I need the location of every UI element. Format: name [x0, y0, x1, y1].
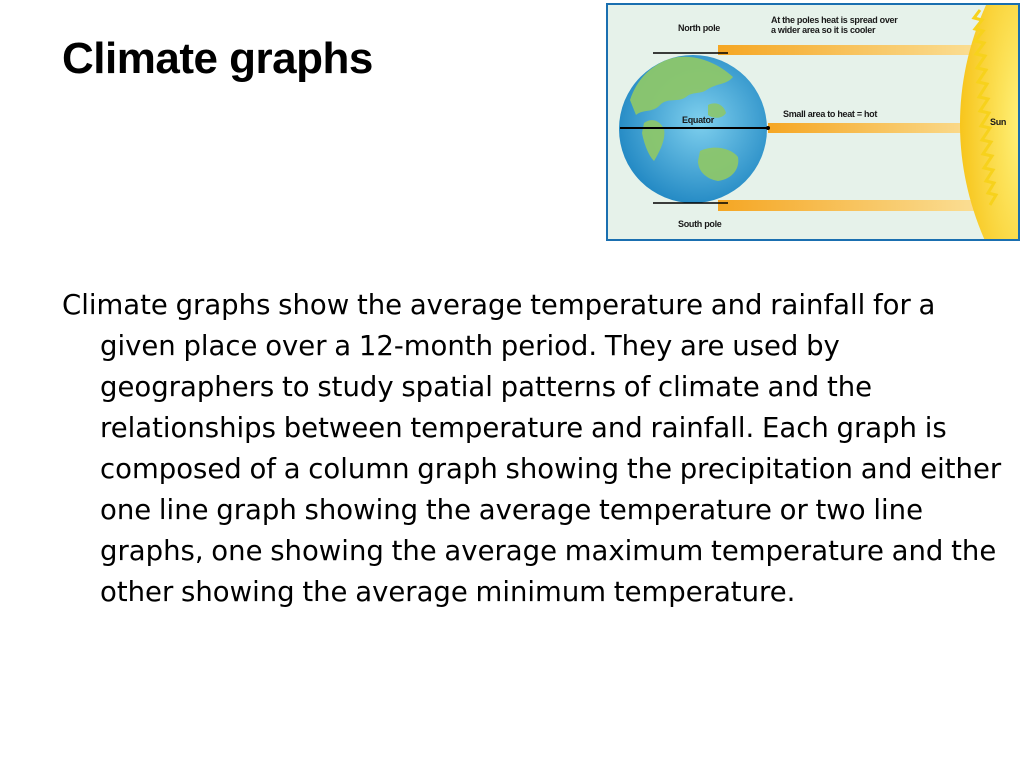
sun-earth-illustration	[608, 5, 1020, 241]
sun-label: Sun	[990, 117, 1007, 127]
poles-note-line2: a wider area so it is cooler	[771, 25, 876, 35]
north-pole-label: North pole	[678, 23, 720, 33]
slide-title: Climate graphs	[62, 34, 373, 83]
equator-note: Small area to heat = hot	[783, 109, 878, 119]
sun-earth-diagram	[606, 3, 1020, 241]
equator-label: Equator	[682, 115, 714, 125]
poles-note-line1: At the poles heat is spread over	[771, 15, 898, 25]
slide-body-paragraph: Climate graphs show the average temperature and rainfall for a given place over a 12-month period. They are used by geographers to study spatial patterns of climate and the relationships between temperature and rainfall. Each graph is composed of a column graph showing the precipitation and either one line graph showing the average temperature or two line graphs, one showing the average maximum temperature and the other showing the average minimum temperature.	[62, 289, 1002, 608]
south-pole-label: South pole	[678, 219, 722, 229]
poles-note	[771, 15, 897, 35]
